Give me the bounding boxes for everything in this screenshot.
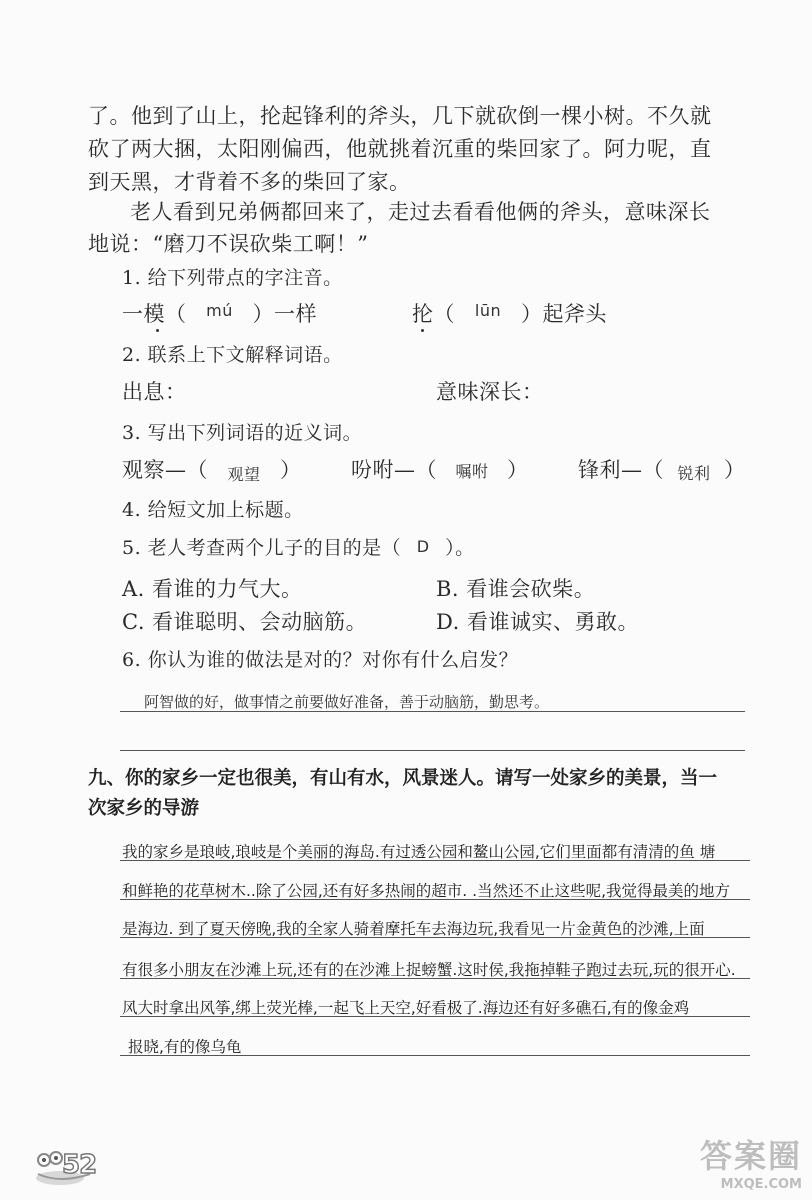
composition-line-2: 和鲜艳的花草树木..除了公园,还有好多热闹的超市. .当然还不止这些呢,我觉得最美的地方 — [122, 882, 730, 900]
q3-word-1: 观察—（ — [122, 458, 208, 482]
section9-title-line-1: 九、你的家乡一定也很美，有山有水，风景迷人。请写一处家乡的美景，当一 — [88, 768, 718, 789]
passage-line-4: 老人看到兄弟俩都回来了，走过去看看他俩的斧头，意味深长 — [130, 200, 711, 224]
q1-item2-prefix: 抡（ — [412, 302, 455, 326]
q3-item-2 — [351, 458, 529, 484]
q3-item-1 — [122, 458, 302, 484]
q5-option-b: B. 看谁会砍柴。 — [436, 577, 596, 601]
q5-prompt — [122, 536, 475, 561]
q1-item1 — [122, 302, 317, 328]
answer-line — [120, 711, 745, 712]
composition-line-6: 报晓,有的像乌龟 — [128, 1038, 242, 1056]
q1-item2-suffix: ）起斧头 — [521, 302, 607, 326]
q1-item2-answer: lūn — [474, 301, 502, 320]
q3-word-3: 锋利—（ — [578, 458, 664, 482]
q1-item1-suffix: ）一样 — [252, 302, 317, 326]
page-number-badge — [30, 1140, 130, 1188]
watermark — [700, 1131, 802, 1192]
q3-prompt: 3. 写出下列词语的近义词。 — [122, 422, 363, 444]
q1-item2 — [412, 302, 607, 328]
composition-line-4: 有很多小朋友在沙滩上玩,还有的在沙滩上捉螃蟹.这时侯,我拖掉鞋子跑过去玩,玩的很开心. — [122, 961, 736, 979]
q3-close-3: ） — [724, 458, 746, 482]
q5-option-d: D. 看谁诚实、勇敢。 — [436, 610, 639, 634]
q5-option-c: C. 看谁聪明、会动脑筋。 — [122, 610, 368, 634]
passage-line-1: 了。他到了山上，抡起锋利的斧头，几下就砍倒一棵小树。不久就 — [88, 104, 712, 128]
answer-line — [120, 750, 745, 751]
q3-answer-1: 观望 — [227, 465, 261, 484]
writing-line — [120, 899, 750, 900]
q5-prompt-start: 5. 老人考查两个儿子的目的是（ — [122, 537, 402, 559]
passage-line-5: 地说：“磨刀不误砍柴工啊！” — [88, 232, 369, 256]
composition-line-5: 风大时拿出风筝,绑上荧光棒,一起飞上天空,好看极了.海边还有好多礁石,有的像金鸡 — [122, 999, 690, 1017]
watermark-logo-text: 答案圈 — [699, 1137, 802, 1175]
writing-line — [120, 1055, 750, 1056]
q2-term-2: 意味深长： — [436, 380, 544, 404]
q6-prompt: 6. 你认为谁的做法是对的？对你有什么启发？ — [122, 649, 519, 671]
q1-prompt: 1. 给下列带点的字注音。 — [122, 267, 343, 289]
section9-title-line-2: 次家乡的导游 — [88, 798, 200, 819]
q3-close-2: ） — [507, 458, 529, 482]
q1-item1-prefix: 一模（ — [122, 302, 187, 326]
q2-term-1: 出息： — [122, 380, 187, 404]
composition-line-3: 是海边. 到了夏天傍晚,我的全家人骑着摩托车去海边玩,我看见一片金黄色的沙滩,上面 — [122, 920, 705, 938]
q2-prompt: 2. 联系上下文解释词语。 — [122, 344, 343, 366]
q5-prompt-end: ）。 — [445, 537, 475, 559]
writing-line — [120, 937, 750, 938]
writing-line — [120, 978, 750, 979]
q1-item1-answer: mú — [206, 301, 233, 320]
composition-line-1: 我的家乡是琅岐,琅岐是个美丽的海岛.有过透公园和鳌山公园,它们里面都有清清的鱼 塘 — [122, 843, 716, 861]
passage-line-3: 到天黑，才背着不多的柴回了家。 — [88, 170, 411, 194]
watermark-url: MXQE.COM — [720, 1177, 802, 1192]
q5-option-a: A. 看谁的力气大。 — [122, 577, 303, 601]
q3-answer-2: 嘱咐 — [455, 462, 489, 481]
emphasis-dot — [156, 329, 159, 332]
writing-line — [120, 1016, 750, 1017]
q3-close-1: ） — [280, 458, 302, 482]
q3-answer-3: 锐利 — [677, 464, 711, 483]
q4-prompt: 4. 给短文加上标题。 — [122, 499, 304, 521]
passage-line-2: 砍了两大捆，太阳刚偏西，他就挑着沉重的柴回家了。阿力呢，直 — [88, 137, 712, 161]
page-number: 52 — [62, 1150, 97, 1180]
q3-item-3 — [578, 458, 746, 484]
q3-word-2: 吩咐—（ — [351, 458, 437, 482]
emphasis-dot — [421, 329, 424, 332]
q5-answer: D — [416, 537, 430, 556]
writing-line — [120, 860, 750, 861]
q6-answer: 阿智做的好，做事情之前要做好准备，善于动脑筋，勤思考。 — [144, 693, 550, 711]
